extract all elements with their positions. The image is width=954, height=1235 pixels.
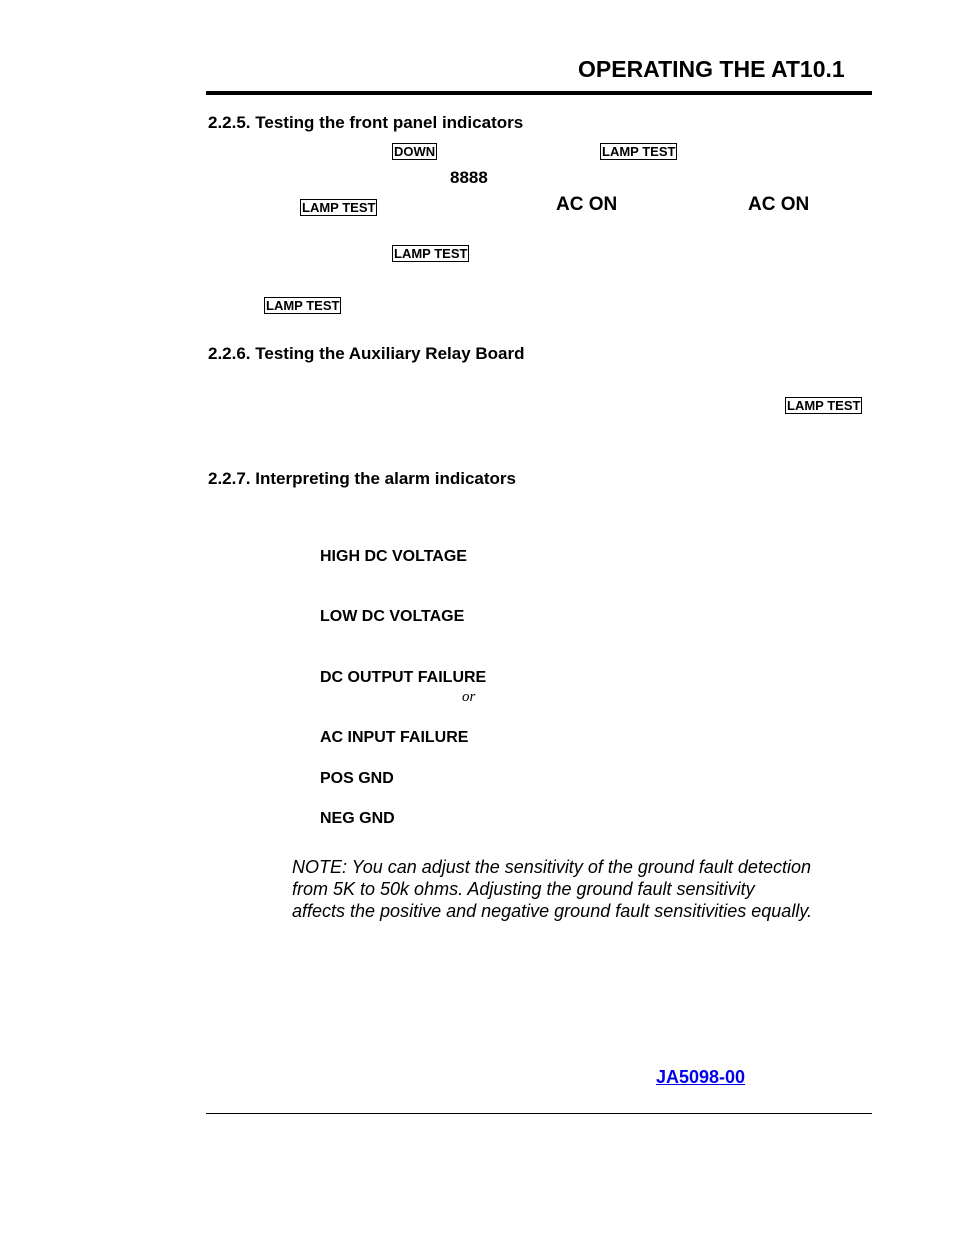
key-lamp-test: LAMP TEST: [602, 144, 676, 159]
note-line: from 5K to 50k ohms. Adjusting the ground fault sensitivity: [292, 879, 755, 899]
alarm-pos-gnd: POS GND: [320, 770, 394, 787]
alarm-low-dc-voltage: LOW DC VOLTAGE: [320, 608, 465, 625]
key-lamp-test: LAMP TEST: [787, 398, 861, 413]
indicator-ac-on: AC ON: [748, 194, 810, 215]
section-heading-2-2-5: 2.2.5. Testing the front panel indicators: [208, 113, 524, 132]
display-digits: 8888: [450, 168, 488, 187]
alarm-dc-output-failure: DC OUTPUT FAILURE: [320, 669, 487, 686]
section-heading-2-2-6: 2.2.6. Testing the Auxiliary Relay Board: [208, 344, 525, 363]
page-title: OPERATING THE AT10.1: [578, 56, 845, 82]
section-heading-2-2-7: 2.2.7. Interpreting the alarm indicators: [208, 469, 516, 488]
alarm-neg-gnd: NEG GND: [320, 810, 395, 827]
note-paragraph: [292, 856, 862, 922]
key-down: DOWN: [394, 144, 436, 159]
or-text: or: [462, 689, 476, 705]
key-lamp-test: LAMP TEST: [266, 298, 340, 313]
footer-rule: [206, 1113, 872, 1114]
document-link[interactable]: JA5098-00: [656, 1067, 746, 1087]
key-lamp-test: LAMP TEST: [394, 246, 468, 261]
alarm-ac-input-failure: AC INPUT FAILURE: [320, 729, 469, 746]
alarm-high-dc-voltage: HIGH DC VOLTAGE: [320, 548, 467, 565]
header-rule: [206, 91, 872, 95]
note-line: NOTE: You can adjust the sensitivity of the ground fault detection: [292, 857, 811, 877]
key-lamp-test: LAMP TEST: [302, 200, 376, 215]
indicator-ac-on: AC ON: [556, 194, 618, 215]
note-line: affects the positive and negative ground fault sensitivities equally.: [292, 901, 812, 921]
